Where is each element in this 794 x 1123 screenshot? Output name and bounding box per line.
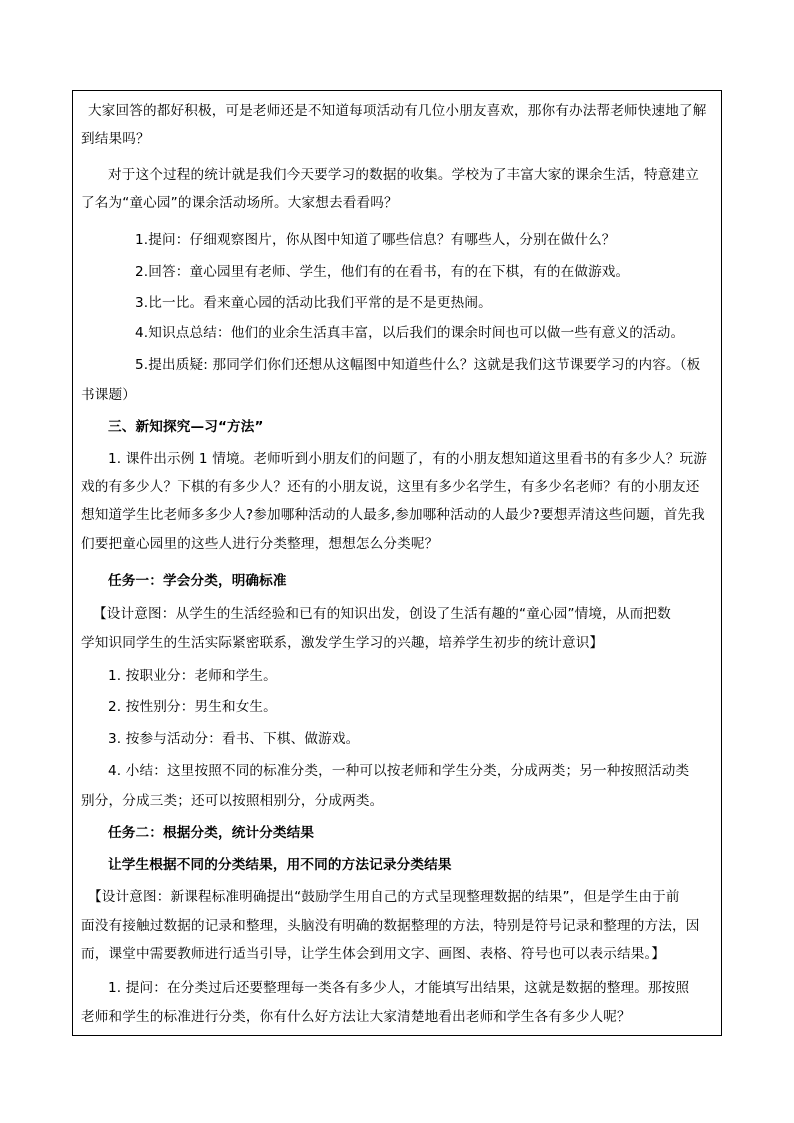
para-line: 们要把童心园里的这些人进行分类整理，想想怎么分类呢？ [81, 536, 439, 552]
list-item: 4. 小结：这里按照不同的标准分类，一种可以按老师和学生分类，分成两类；另一种按照活动类 [108, 763, 690, 779]
para-line: 大家回答的都好积极，可是老师还是不知道每项活动有几位小朋友喜欢，那你有办法帮老师快速地了解 [88, 103, 707, 119]
para-line: 老师和学生的标准进行分类，你有什么好方法让大家清楚地看出老师和学生各有多少人呢？ [81, 1009, 631, 1025]
para-line: 1. 课件出示例 1 情境。老师听到小朋友们的问题了，有的小朋友想知道这里看书的有多少人？玩游 [108, 451, 707, 467]
para-line: 戏的有多少人？下棋的有多少人？还有的小朋友说，这里有多少名学生，有多少名老师？有的小朋友还 [81, 479, 700, 495]
list-item: 1. 提问：在分类过后还要整理每一类各有多少人，才能填写出结果，这就是数据的整理。那按照 [108, 980, 690, 996]
para-line: 1.提问：仔细观察图片，你从图中知道了哪些信息？有哪些人，分别在做什么？ [135, 232, 616, 248]
list-item: 2. 按性别分：男生和女生。 [108, 699, 277, 715]
list-item: 1. 按职业分：老师和学生。 [108, 668, 277, 684]
lesson-plan-table [72, 90, 722, 1036]
design-intent-line: 学知识同学生的生活实际紧密联系，激发学生学习的兴趣，培养学生初步的统计意识】 [81, 635, 604, 651]
list-item: 3. 按参与活动分：看书、下棋、做游戏。 [108, 731, 360, 747]
para-line: 4.知识点总结：他们的业余生活真丰富，以后我们的课余时间也可以做一些有意义的活动。 [135, 325, 685, 341]
task-heading: 任务二：根据分类，统计分类结果 [108, 825, 315, 841]
design-intent-line: 【设计意图：新课程标准明确提出“鼓励学生用自己的方式呈现整理数据的结果”，但是学生由于前 [88, 889, 680, 905]
para-line: 想知道学生比老师多多少人?参加哪种活动的人最多,参加哪种活动的人最少?要想弄清这些问题，首先我 [81, 507, 705, 523]
para-line: 了名为“童心园”的课余活动场所。大家想去看看吗？ [81, 195, 398, 211]
design-intent-line: 【设计意图：从学生的生活经验和已有的知识出发，创设了生活有趣的“童心园”情境，从而把数 [93, 606, 671, 622]
section-heading: 三、新知探究—习“方法” [108, 419, 264, 435]
para-line: 5.提出质疑: 那同学们你们还想从这幅图中知道些什么？这就是我们这节课要学习的内容。（板 [135, 357, 701, 373]
para-line: 对于这个过程的统计就是我们今天要学习的数据的收集。学校为了丰富大家的课余生活，特意建立 [108, 167, 699, 183]
para-line: 到结果吗？ [81, 131, 150, 147]
para-line: 书课题） [81, 387, 136, 403]
subheading: 让学生根据不同的分类结果，用不同的方法记录分类结果 [108, 857, 452, 873]
para-line: 别分，分成三类；还可以按照相别分，分成两类。 [81, 793, 384, 809]
design-intent-line: 面没有接触过数据的记录和整理，头脑没有明确的数据整理的方法，特别是符号记录和整理的方法，因 [81, 918, 700, 934]
design-intent-line: 而，课堂中需要教师进行适当引导，让学生体会到用文字、画图、表格、符号也可以表示结果。】 [81, 946, 666, 962]
task-heading: 任务一：学会分类，明确标准 [108, 573, 287, 589]
para-line: 3.比一比。看来童心园的活动比我们平常的是不是更热闹。 [135, 295, 492, 311]
para-line: 2.回答：童心园里有老师、学生，他们有的在看书，有的在下棋，有的在做游戏。 [135, 264, 630, 280]
